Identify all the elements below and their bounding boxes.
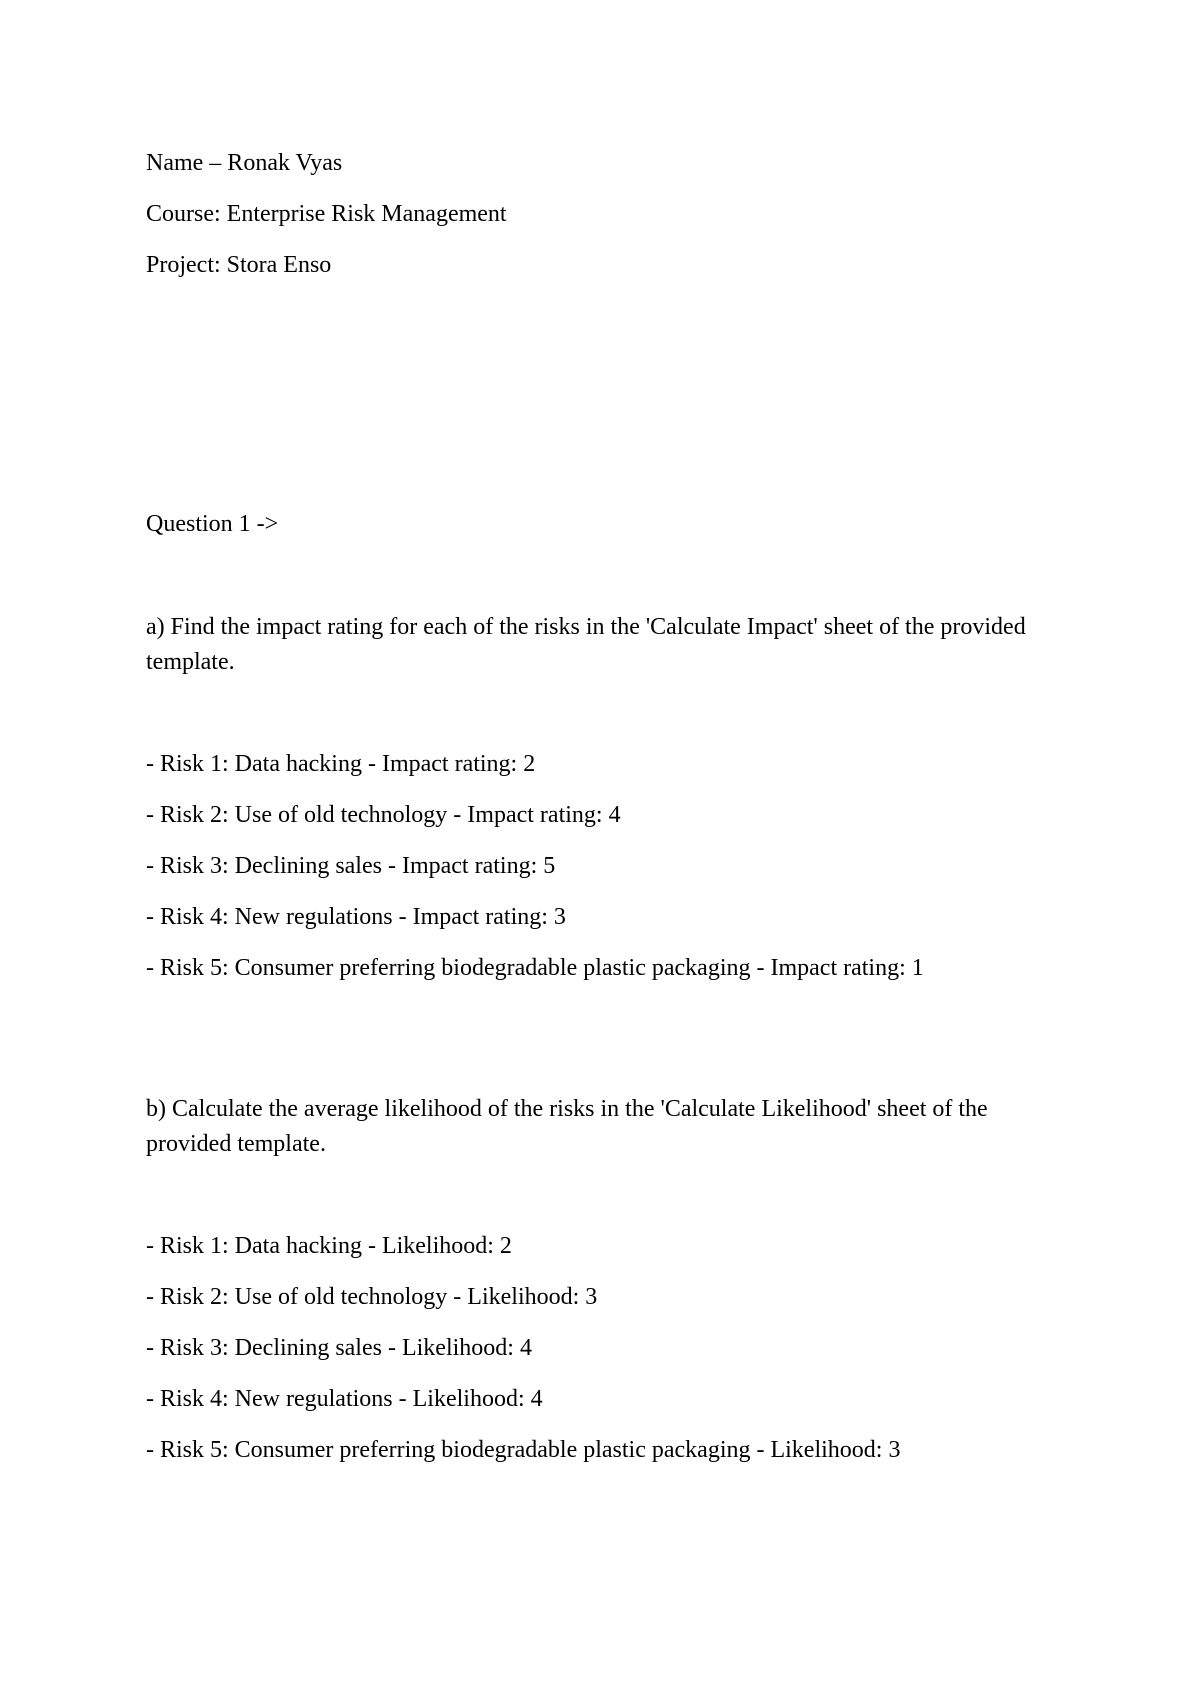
list-item: - Risk 1: Data hacking - Impact rating: 2 xyxy=(146,751,536,777)
student-name: Name – Ronak Vyas xyxy=(146,150,343,176)
list-item: - Risk 1: Data hacking - Likelihood: 2 xyxy=(146,1233,512,1259)
course-name: Course: Enterprise Risk Management xyxy=(146,201,507,227)
project-name: Project: Stora Enso xyxy=(146,252,332,278)
list-item: - Risk 2: Use of old technology - Likelihood: 3 xyxy=(146,1284,598,1310)
list-item: - Risk 2: Use of old technology - Impact rating: 4 xyxy=(146,802,621,828)
impact-rating-list xyxy=(146,747,1056,1002)
question-title: Question 1 -> xyxy=(146,511,279,537)
list-item: - Risk 3: Declining sales - Likelihood: 4 xyxy=(146,1335,532,1361)
part-a-prompt: a) Find the impact rating for each of the risks in the 'Calculate Impact' sheet of the provided template. xyxy=(146,614,1026,675)
part-b-prompt: b) Calculate the average likelihood of the risks in the 'Calculate Likelihood' sheet of the provided template. xyxy=(146,1096,988,1157)
list-item: - Risk 3: Declining sales - Impact rating: 5 xyxy=(146,853,556,879)
list-item: - Risk 4: New regulations - Impact rating: 3 xyxy=(146,904,566,930)
list-item: - Risk 5: Consumer preferring biodegradable plastic packaging - Likelihood: 3 xyxy=(146,1437,901,1463)
likelihood-list xyxy=(146,1229,1056,1484)
list-item: - Risk 4: New regulations - Likelihood: 4 xyxy=(146,1386,543,1412)
list-item: - Risk 5: Consumer preferring biodegradable plastic packaging - Impact rating: 1 xyxy=(146,955,924,981)
